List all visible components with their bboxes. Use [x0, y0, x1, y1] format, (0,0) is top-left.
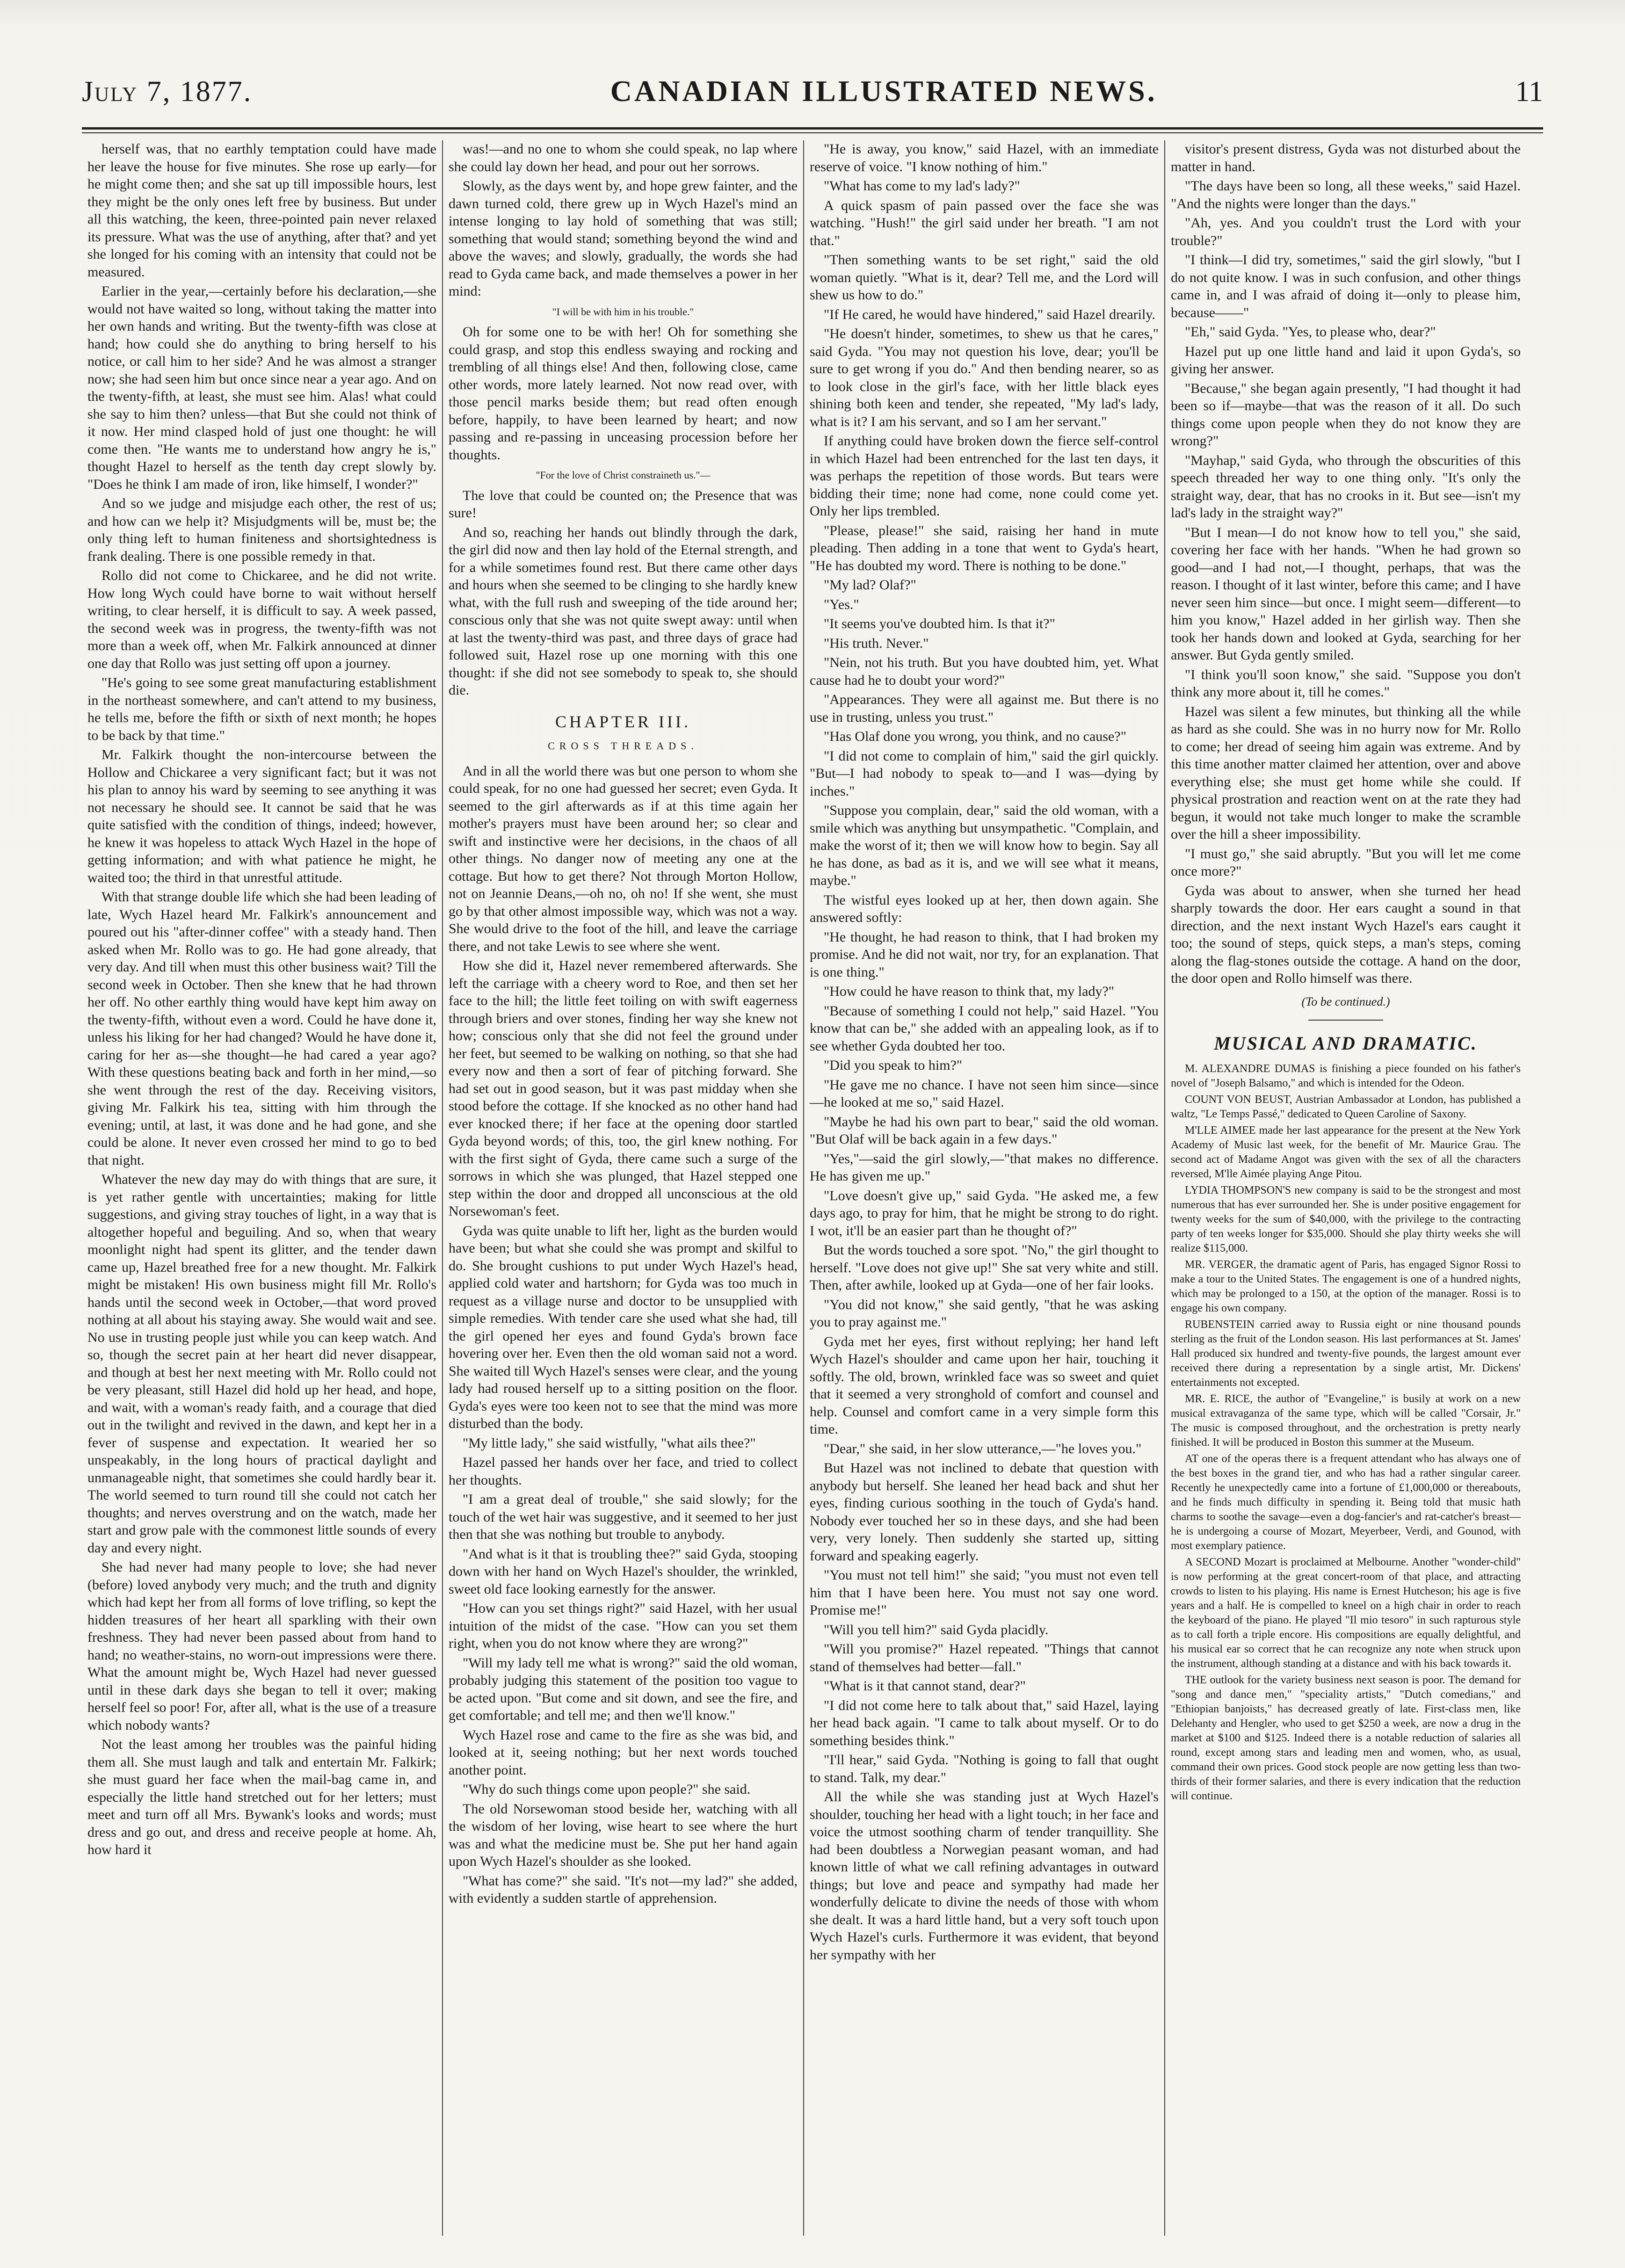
paragraph: "My little lady," she said wistfully, "what ails thee?"	[463, 1435, 756, 1451]
publication-title: CANADIAN ILLUSTRATED NEWS.	[610, 74, 1157, 108]
section-divider	[1308, 1020, 1383, 1021]
paragraph: "Appearances. They were all against me. But there is no use in trusting, unless you trust."	[810, 692, 1159, 725]
paragraph: "Will you promise?" Hazel repeated. "Things that cannot stand of themselves had better—fall."	[810, 1641, 1159, 1674]
paragraph: "Because of something I could not help," said Hazel. "You know that can be," she added with an appealing look, as if to see whether Gyda doubted her too.	[810, 1003, 1159, 1054]
paragraph: "I think you'll soon know," she said. "Suppose you don't think any more about it, till he comes."	[1171, 667, 1521, 700]
paragraph: "Nein, not his truth. But you have doubted him, yet. What cause had he to doubt your word?"	[810, 655, 1159, 688]
story-continuation	[1171, 140, 1521, 987]
paragraph: Slowly, as the days went by, and hope grew fainter, and the dawn turned cold, there grew up in Wych Hazel's mind an intense longing to lay hold of something that was still; something that would stand; something beyond the wind and above the waves; and slowly, gradually, the words she had read to Gyda came back, and made themselves a power in her mind:	[449, 178, 798, 299]
paragraph: "He gave me no chance. I have not seen him since—since—he looked at me so," said Hazel.	[810, 1077, 1159, 1110]
paragraph: A SECOND Mozart is proclaimed at Melbourne. Another "wonder-child" is now performing at the great concert-room of that place, and attracting crowds to listen to his playing. His name is Ernest Hutcheson; his age is five years and a half. He is compelled to kneel on a high chair in order to reach the keyboard of the piano. He played "Il mio tesoro" in such rapturous style as to call forth a triple encore. His compositions are equally delightful, and his musical ear so correct that he can recognize any note when struck upon the instrument, although standing at a distance and with his back towards it.	[1171, 1556, 1521, 1670]
paragraph: "I must go," she said abruptly. "But you will let me come once more?"	[1171, 846, 1521, 879]
chapter-heading: CHAPTER III.	[555, 712, 691, 731]
paragraph: "I did not come to complain of him," said the girl quickly. "But—I had nobody to speak to—and I was—dying by inches."	[810, 748, 1159, 799]
paragraph: Hazel put up one little hand and laid it upon Gyda's, so giving her answer.	[1171, 343, 1521, 377]
paragraph: "Yes,"—said the girl slowly,—"that makes no difference. He has given me up."	[810, 1151, 1159, 1184]
paragraph: Rollo did not come to Chickaree, and he did not write. How long Wych could have borne to wait without herself writing, to clear herself, it is difficult to say. A week passed, the second week was in progress, the twenty-fifth was not more than a week off, when Mr. Falkirk announced at dinner one day that Rollo was just setting off upon a journey.	[87, 568, 436, 671]
paragraph: The old Norsewoman stood beside her, watching with all the wisdom of her loving, wise heart to see where the hurt was and what the medicine must be. She put her hand again upon Wych Hazel's shoulder as she looked.	[449, 1801, 798, 1869]
paragraph: But the words touched a sore spot. "No," the girl thought to herself. "Love does not give up!" She sat very white and still. Then, after awhile, looked up at Gyda—one of her fair looks.	[810, 1242, 1159, 1293]
paragraph: "How can you set things right?" said Hazel, with her usual intuition of the midst of the case. "How can you set them right, when you do not know where they are wrong?"	[449, 1601, 798, 1651]
paragraph: "My lad? Olaf?"	[824, 577, 916, 593]
column-3	[804, 140, 1165, 2236]
paragraph: "You must not tell him!" she said; "you must not even tell him that I have been here. You must not say one word. Promise me!"	[810, 1567, 1159, 1618]
paragraph: "I did not come here to talk about that," said Hazel, laying her head back again. "I came to talk about myself. Or to do something besides think."	[810, 1697, 1159, 1748]
paragraph: And so we judge and misjudge each other, the rest of us; and how can we help it? Misjudgments will be, must be; the only thing left to human finiteness and shortsightedness is frank dealing. There is one possible remedy in that.	[87, 496, 436, 564]
paragraph: herself was, that no earthly temptation could have made her leave the house for five minutes. She rose up early—for he might come then; and she sat up till impossible hours, lest they might be the only ones left free by business. But under all this watching, the keen, three-pointed pain never relaxed its pressure. What was the use of anything, after that? and yet she longed for his coming with an intensity that could not be measured.	[87, 141, 436, 280]
paragraph: Wych Hazel rose and came to the fire as she was bid, and looked at it, seeing nothing; but her next words touched another point.	[449, 1727, 798, 1778]
article-columns	[82, 140, 1543, 2236]
paragraph: "What has come to my lad's lady?"	[824, 178, 1020, 194]
section-title: MUSICAL AND DRAMATIC.	[1214, 1033, 1478, 1054]
paragraph: "If He cared, he would have hindered," said Hazel drearily.	[824, 306, 1155, 322]
paragraph: AT one of the operas there is a frequent attendant who has always one of the best boxes in the grand tier, and who has had a rather singular career. Recently he unexpectedly came into a fortune of £1,000,000 or thereabouts, and he finds much difficulty in spending it. Being told that music hath charms to soothe the savage—even a dog-fancier's and rat-catcher's breast—he is undergoing a course of Mozart, Meyerbeer, Verdi, and Gounod, with most exemplary patience.	[1171, 1452, 1521, 1552]
paragraph: "You did not know," she said gently, "that he was asking you to pray against me."	[810, 1297, 1159, 1330]
paragraph: visitor's present distress, Gyda was not disturbed about the matter in hand.	[1171, 141, 1521, 174]
paragraph: "He doesn't hinder, sometimes, to shew us that he cares," said Gyda. "You may not question his love, dear; you'll be sure to get wrong if you do." And then bending nearer, so as to look close in the girl's face, with her little black eyes shining both keen and tender, she repeated, "My lad's lady, what is it? I am his servant, and so I am her servant."	[810, 326, 1159, 429]
paragraph: "Mayhap," said Gyda, who through the obscurities of this speech threaded her way to one thing only. "It's only the straight way, dear, that has no crooks in it. But see—isn't my lad's lady in the straight way?"	[1171, 452, 1521, 521]
page-number: 11	[1515, 76, 1543, 108]
paragraph: Mr. Falkirk thought the non-intercourse between the Hollow and Chickaree a very significant fact; but it was not his plan to annoy his ward by seeming to see anything it was not necessary he should see. It cannot be said that he was quite satisfied with the condition of things, indeed; however, he knew it was hopeless to attack Wych Hazel in the hope of getting information; and with what patience he might, he waited too; the third in that unrestful attitude.	[87, 747, 436, 885]
paragraph: She had never had many people to love; she had never (before) loved anybody very much; and the truth and dignity which had kept her from all forms of love trifling, so kept the hidden treasures of her heart all sparkling with their own freshness. They had never been passed about from hand to hand; no weather-stains, no worn-out impressions were there. What the amount might be, Wych Hazel had never guessed until in these dark days she began to tell it over; making herself feel so poor! For, after all, what is the use of a treasure which nobody wants?	[87, 1559, 436, 1733]
paragraph: Hazel passed her hands over her face, and tried to collect her thoughts.	[449, 1455, 798, 1488]
paragraph: "He thought, he had reason to think, that I had broken my promise. And he did not wait, nor try, for an explanation. That is one thing."	[810, 929, 1159, 980]
paragraph: "What is it that cannot stand, dear?"	[824, 1678, 1026, 1694]
paragraph: "The days have been so long, all these weeks," said Hazel. "And the nights were longer than the days."	[1171, 178, 1521, 211]
paragraph: The wistful eyes looked up at her, then down again. She answered softly:	[810, 892, 1159, 925]
paragraph: "I'll hear," said Gyda. "Nothing is going to fall that ought to stand. Talk, my dear."	[810, 1752, 1159, 1785]
masthead	[82, 74, 1543, 129]
paragraph: "His truth. Never."	[824, 635, 929, 651]
paragraph: And in all the world there was but one person to whom she could speak, for no one had guessed her secret; even Gyda. It seemed to the girl afterwards as if at this time again her mother's prayers must have been around her; so clear and swift and instinctive were her decisions, in the chaos of all other things. No danger now of meeting any one at the cottage. But how to get there? Not through Morton Hollow, not on Jeannie Deans,—oh no, oh no! If she went, she must go by that other almost impossible way, which was not a way. She would drive to the foot of the hill, and leave the carriage there, and not take Lewis to see where she went.	[449, 763, 798, 954]
paragraph: "I am a great deal of trouble," she said slowly; for the touch of the wet hair was suggestive, and it seemed to her just then that she was nothing but trouble to anybody.	[449, 1492, 798, 1542]
paragraph: All the while she was standing just at Wych Hazel's shoulder, touching her head with a light touch; in her face and voice the utmost soothing charm of tender tranquillity. She had been doubtless a Norwegian peasant woman, and had known little of what we call refining advantages in outward things; but love and peace and sympathy had made her wonderfully delicate to divine the needs of those with whom she dealt. It was a hard little hand, but a very soft touch upon Wych Hazel's curls. Furthermore it was evident, that beyond her sympathy with her	[810, 1789, 1159, 1963]
paragraph: Gyda was about to answer, when she turned her head sharply towards the door. Her ears caught a sound in that direction, and the next instant Wych Hazel's ears caught it too; the sound of steps, quick steps, a man's steps, coming along the flag-stones outside the cottage. A hand on the door, the door open and Rollo himself was there.	[1171, 883, 1521, 986]
paragraph: was!—and no one to whom she could speak, no lap where she could lay down her head, and pour out her sorrows.	[449, 141, 798, 174]
paragraph: M'LLE AIMEE made her last appearance for the present at the New York Academy of Music last week, for the benefit of Mr. Maurice Grau. The second act of Madame Angot was given with the sex of all the characters reversed, M'lle Aimée playing Ange Pitou.	[1171, 1124, 1521, 1180]
paragraph: Hazel was silent a few minutes, but thinking all the while as hard as she could. She was in no hurry now for Mr. Rollo to come; her dread of seeing him again was extreme. And by this time another matter claimed her attention, over and above everything else; she must get home while she could. If physical prostration and reaction went on at the rate they had begun, it would not take much longer to make the scramble over the hill a sheer impossibility.	[1171, 703, 1521, 842]
paragraph: "Because," she began again presently, "I had thought it had been so if—maybe—that was the reason of it all. Do such things come upon people when they do not know they are wrong?"	[1171, 380, 1521, 449]
paragraph: How she did it, Hazel never remembered afterwards. She left the carriage with a cheery word to Roe, and then set her face to the hill; the little feet toiling on with swift eagerness through briers and over stones, finding her way she knew not how; conscious only that she did not feel the ground under her feet, but seemed to be walking on nothing, so that she had every now and then a sort of fear of pitching forward. She had set out in good season, but it was past midday when she stood before the cottage. If she knocked as no other hand had ever knocked there; if her face at the opening door startled Gyda beyond words; of this, too, the girl knew nothing. For with the first sight of Gyda, there came such a surge of the sorrows in which she was plunged, that Hazel stepped one step within the door and dropped all unconscious at the old Norsewoman's feet.	[449, 958, 798, 1219]
paragraph: "Did you speak to him?"	[824, 1058, 963, 1073]
chapter-subtitle: CROSS THREADS.	[548, 740, 698, 752]
paragraph: If anything could have broken down the fierce self-control in which Hazel had been entrenched for the last ten days, it was perhaps the repetition of those words. But tears were bidding their time; none had come, none could come yet. Only her lips trembled.	[810, 433, 1159, 519]
paragraph: THE outlook for the variety business next season is poor. The demand for "song and dance men," "speciality artists," "Dutch comedians," and "Ethiopian banjoists," has decreased greatly of late. First-class men, like Delehanty and Hengler, who used to get $250 a week, are now a drug in the market at $100 and $125. Indeed there is a notable reduction of salaries all round, except among stars and leading men and women, who, as usual, command their own prices. Good stock people are now getting less than two-thirds of their former salaries, and there is every indication that the reduction will continue.	[1171, 1674, 1521, 1802]
paragraph: M. ALEXANDRE DUMAS is finishing a piece founded on his father's novel of "Joseph Balsamo," and which is intended for the Odeon.	[1171, 1062, 1521, 1089]
paragraph: MR. E. RICE, the author of "Evangeline," is busily at work on a new musical extravaganza of the same type, which will be called "Corsair, Jr." The music is composed throughout, and the orchestration is pretty nearly finished. It will be produced in Boston this summer at the Museum.	[1171, 1392, 1521, 1449]
paragraph: "Ah, yes. And you couldn't trust the Lord with your trouble?"	[1171, 215, 1521, 248]
paragraph: And so, reaching her hands out blindly through the dark, the girl did now and then lay hold of the Eternal strength, and for a while sometimes found rest. But there came other days and hours when she seemed to be clinging to she hardly knew what, with the full rush and sweeping of the tide around her; conscious only that she was not quite swept away: until when at last the twenty-third was past, and three days of grace had followed suit, Hazel rose up one morning with this one thought: if she did not see somebody to speak to, she should die.	[449, 524, 798, 698]
paragraph: Earlier in the year,—certainly before his declaration,—she would not have waited so long, without taking the matter into her own hands and writing. But the twenty-fifth was close at hand; how could she do anything to bring herself to his notice, or call him to her side? And he was almost a stranger now; she had seen him but once since near a year ago. And on the twenty-fifth, at least, she must see him. Alas! what could she say to him then? unless—that But she could not think of it now. Her mind clasped hold of just one thought: he will come then. "He wants me to understand how angry he is," thought Hazel to herself as the tenth day crept slowly by. "Does he think I am made of iron, like himself, I wonder?"	[87, 283, 436, 492]
column-1	[82, 140, 443, 2236]
paragraph: "I think—I did try, sometimes," said the girl slowly, "but I do not quite know. I was in such confusion, and other things came in, and I was afraid of doing it—only to please him, because——"	[1171, 252, 1521, 320]
to-be-continued: (To be continued.)	[1301, 994, 1390, 1008]
paragraph: "Eh," said Gyda. "Yes, to please who, dear?"	[1185, 324, 1436, 340]
header-rule	[82, 127, 1543, 130]
paragraph: "Love doesn't give up," said Gyda. "He asked me, a few days ago, to pray for him, that he might be strong to do right. I wot, it'll be an easier part than he thought of?"	[810, 1188, 1159, 1239]
paragraph: "Yes."	[824, 596, 859, 612]
paragraph: "Why do such things come upon people?" she said.	[463, 1782, 751, 1797]
paragraph: A quick spasm of pain passed over the face she was watching. "Hush!" the girl said under her breath. "I am not that."	[810, 197, 1159, 248]
paragraph: "He is away, you know," said Hazel, with an immediate reserve of voice. "I know nothing of him."	[810, 141, 1159, 174]
column-2	[443, 140, 804, 2236]
paragraph: "He's going to see some great manufacturing establishment in the northeast somewhere, and can't attend to my business, he tells me, before the fifth or sixth of next month; he hopes to be back by that time."	[87, 675, 436, 743]
paragraph: "And what is it that is troubling thee?" said Gyda, stooping down with her hand on Wych Hazel's shoulder, the wrinkled, sweet old face looking earnestly for the answer.	[449, 1546, 798, 1597]
musical-dramatic-notes	[1171, 1062, 1521, 1804]
paragraph: Whatever the new day may do with things that are sure, it is yet rather gentle with uncertainties; making for little suggestions, and giving stray touches of light, in a way that is altogether hopeful and beguiling. And so, when that weary moonlight night had spent its glitter, and the tender dawn came up, Hazel breathed free for a new thought. Mr. Falkirk might be mistaken! His own business might fill Mr. Rollo's hands until the second week in October,—that word proved nothing at all about his staying away. She would wait and see. No use in trusting people just while you can keep watch. And so, though the secret pain at her heart did never disappear, and though at best her next meeting with Mr. Rollo could not be very pleasant, still Hazel did hold up her head, and hope, and wait, with a woman's ready faith, and a courage that died out in the twilight and revived in the dawn, and kept her in a fever of suspense and expectation. It wearied her so unspeakably, in the long hours of practical daylight and unmanageable night, that sometimes she could hardly bear it. The world seemed to turn round till she could not catch her thoughts; and nerves overstrung and on the watch, made her start and grow pale with the commonest little sounds of every day and every night.	[87, 1172, 436, 1556]
issue-date: July 7, 1877.	[82, 76, 253, 108]
paragraph: RUBENSTEIN carried away to Russia eight or nine thousand pounds sterling as the fruit of the London season. His last performances at St. James' Hall produced six hundred and twenty-five pounds, the largest amount ever received there during a representation by a single artist, Mr. Dickens' entertainments not excepted.	[1171, 1318, 1521, 1389]
paragraph: "But I mean—I do not know how to tell you," she said, covering her face with her hands. "When he had grown so good—and I had not,—I thought, perhaps, that was the reason. I thought of it last winter, before this came; and I have never seen him since—but once. I might seem—different—to him you know," Hazel added in her girlish way. Then she took her hands down and looked at Gyda, searching for her answer. But Gyda gently smiled.	[1171, 524, 1521, 663]
paragraph: With that strange double life which she had been leading of late, Wych Hazel heard Mr. Falkirk's announcement and poured out his "after-dinner coffee" with a steady hand. Then asked when Mr. Rollo was to go. He had gone already, that very day. And till when must this other business wait? Till the second week in October. Then she knew that he had thrown her off. No other earthly thing would have kept him away on the twenty-fifth, without even a word. Could he have done it, unless his liking for her had changed? Would he have done it, caring for her as—she thought—he had cared a year ago? With these questions beating back and forth in her mind,—so she went through the rest of the day. Receiving visitors, giving Mr. Falkirk his tea, sitting with him through the evening; until, at last, it was done and he had gone, and she could be alone. It never even crossed her mind to go to bed that night.	[87, 889, 436, 1168]
paragraph: "Then something wants to be set right," said the old woman quietly. "What is it, dear? Tell me, and the Lord will shew us how to do."	[810, 252, 1159, 303]
paragraph: COUNT VON BEUST, Austrian Ambassador at London, has published a waltz, "Le Temps Passé," dedicated to Queen Caroline of Saxony.	[1171, 1093, 1521, 1120]
paragraph: LYDIA THOMPSON'S new company is said to be the strongest and most numerous that has ever surrounded her. She is under positive engagement for twenty weeks for the sum of $40,000, with the privilege to the contracting party of ten weeks longer for $35,000. Should she play thirty weeks she will realize $115,000.	[1171, 1184, 1521, 1254]
paragraph: "How could he have reason to think that, my lady?"	[824, 984, 1115, 999]
paragraph: Not the least among her troubles was the painful hiding them all. She must laugh and talk and entertain Mr. Falkirk; she must guard her face when the mail-bag came in, and especially the little hand stretched out for her letters; must meet and turn off all Mrs. Bywank's looks and words; must dress and go out, and dress and receive people at home. Ah, how hard it	[87, 1737, 436, 1857]
paragraph: "Will my lady tell me what is wrong?" said the old woman, probably judging this statement of the position too vague to be acted upon. "But come and sit down, and see the fire, and get comfortable; and tell me; and then we'll know."	[449, 1655, 798, 1723]
paragraph: "Has Olaf done you wrong, you think, and no cause?"	[824, 729, 1126, 744]
scripture-quote: "I will be with him in his trouble."	[552, 305, 694, 318]
paragraph: Oh for some one to be with her! Oh for something she could grasp, and stop this endless swaying and rocking and trembling of all things else! And then, following close, came other words, more lately learned. Not now read over, with those pencil marks beside them; but read often enough before, happily, to have been learned by heart; and now passing and re-passing in unceasing procession before her thoughts.	[449, 324, 798, 463]
paragraph: Gyda was quite unable to lift her, light as the burden would have been; but what she could she was prompt and skilful to do. She brought cushions to put under Wych Hazel's head, applied cold water and hartshorn; for Gyda was too much in request as a village nurse and doctor to be unsupplied with simple remedies. With tender care she used what she had, till the girl opened her eyes and found Gyda's brown face hovering over her. Even then the old woman said not a word. She waited till Wych Hazel's senses were clear, and the young lady had roused herself up to a sitting position on the floor. Gyda's eyes were too keen not to see that the mind was more disturbed than the body.	[449, 1223, 798, 1431]
paragraph: "Please, please!" she said, raising her hand in mute pleading. Then adding in a tone that went to Gyda's heart, "He has doubted my word. There is nothing to be done."	[810, 522, 1159, 573]
paragraph: But Hazel was not inclined to debate that question with anybody but herself. She leaned her head back and shut her eyes, finding curious soothing in the touch of Gyda's hand. Nobody ever touched her so in these days, and she had been very, very lonely. Then suddenly she started up, sitting forward and speaking eagerly.	[810, 1460, 1159, 1564]
paragraph: "Maybe he had his own part to bear," said the old woman. "But Olaf will be back again in a few days."	[810, 1114, 1159, 1147]
paragraph: "What has come?" she said. "It's not—my lad?" she added, with evidently a sudden startle of apprehension.	[449, 1873, 798, 1906]
paragraph: The love that could be counted on; the Presence that was sure!	[449, 487, 798, 521]
paragraph: MR. VERGER, the dramatic agent of Paris, has engaged Signor Rossi to make a tour to the United States. The engagement is one of a hundred nights, which may be prolonged to a 150, at the option of the manager. Rossi is to engage his own company.	[1171, 1258, 1521, 1314]
scripture-quote: "For the love of Christ constraineth us."—	[536, 469, 711, 481]
paragraph: "Suppose you complain, dear," said the old woman, with a smile which was anything but unsympathetic. "Complain, and make the worst of it; then we will know how to begin. Say all he has done, as bad as it is, and we will see what it means, maybe."	[810, 803, 1159, 888]
header-rule-thin	[82, 132, 1543, 133]
paragraph: "It seems you've doubted him. Is that it?"	[824, 616, 1055, 631]
paragraph: "Dear," she said, in her slow utterance,—"he loves you."	[824, 1441, 1142, 1456]
column-4	[1165, 140, 1526, 2236]
paragraph: Gyda met her eyes, first without replying; her hand left Wych Hazel's shoulder and came upon her hair, touching it softly. The old, brown, wrinkled face was so sweet and quiet that it seemed a very stronghold of comfort and counsel and help. Counsel and comfort came in a very simple form this time.	[810, 1333, 1159, 1437]
paragraph: "Will you tell him?" said Gyda placidly.	[824, 1622, 1049, 1638]
